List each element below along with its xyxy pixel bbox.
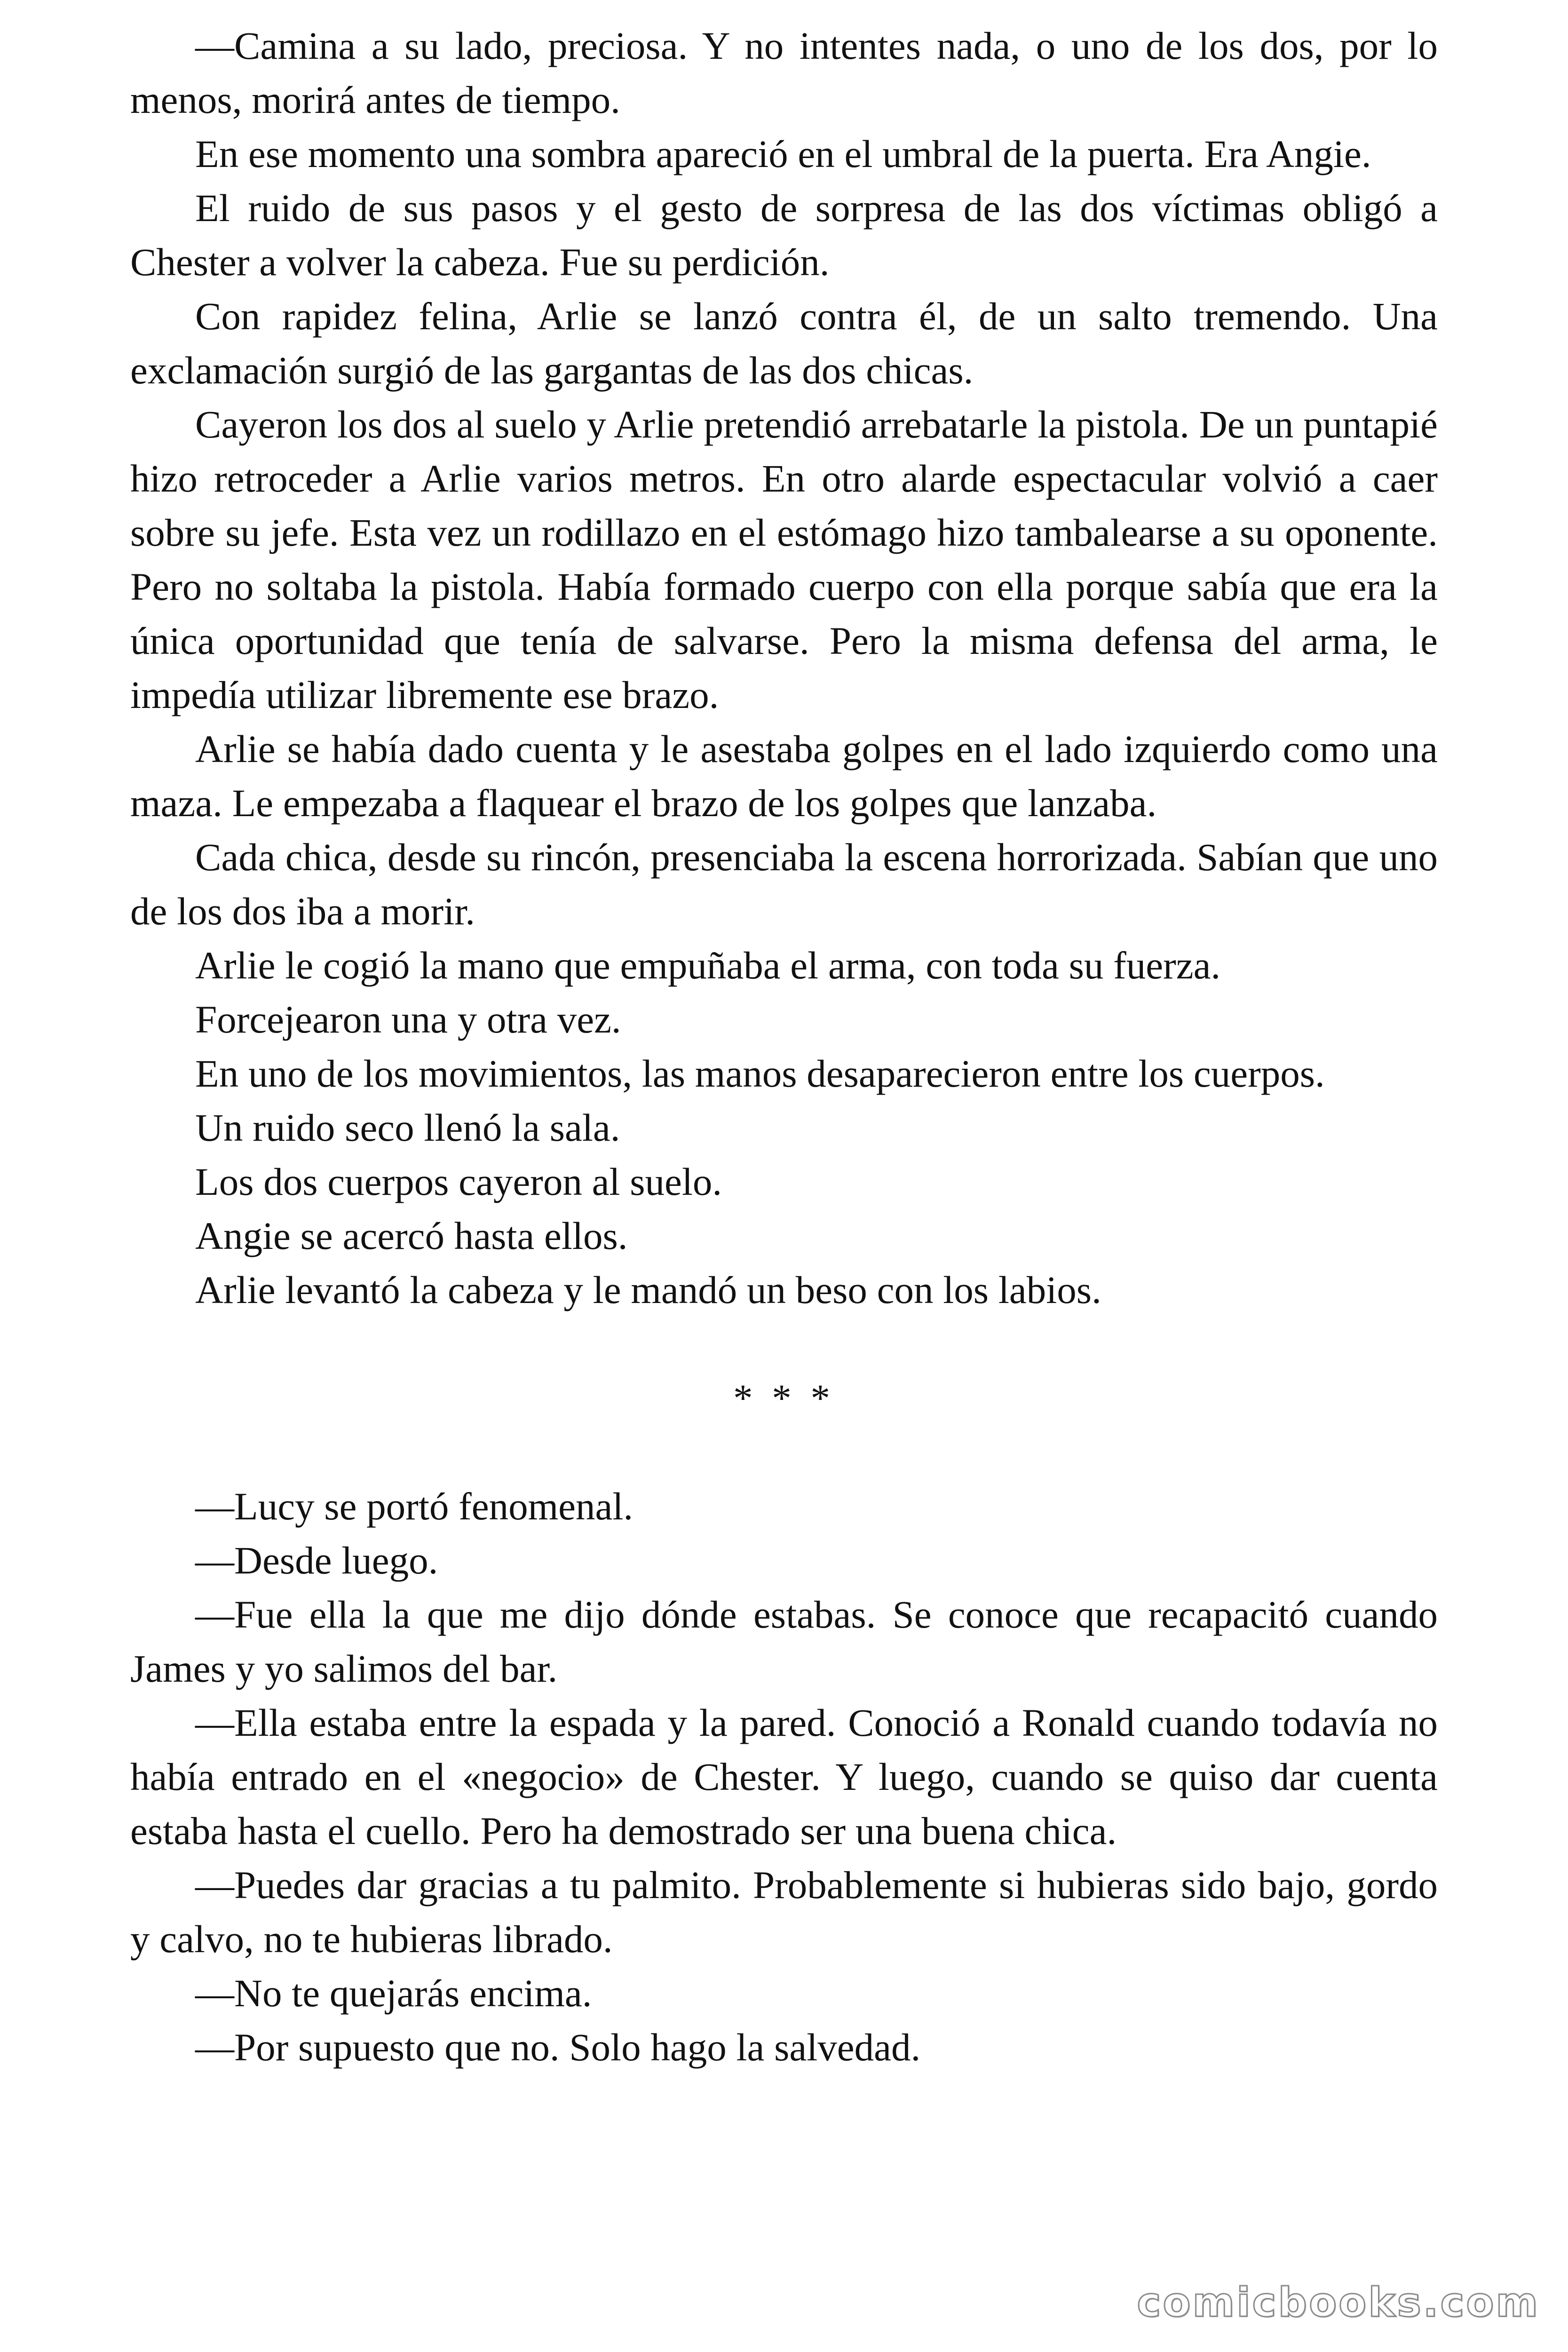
paragraph: Arlie le cogió la mano que empuñaba el arma, con toda su fuerza. [195, 944, 1221, 987]
scene-separator [130, 1371, 1438, 1479]
paragraph: Forcejearon una y otra vez. [195, 998, 621, 1041]
paragraph: Angie se acercó hasta ellos. [195, 1214, 628, 1257]
paragraph: Con rapidez felina, Arlie se lanzó contra él, de un salto tremendo. Una exclamación surgió de las gargantas de las dos chicas. [130, 294, 1438, 392]
paragraph: —Fue ella la que me dijo dónde estabas. Se conoce que recapacitó cuando James y yo salimos del bar. [130, 1593, 1438, 1690]
paragraph: Arlie levantó la cabeza y le mandó un beso con los labios. [195, 1268, 1101, 1311]
paragraph: El ruido de sus pasos y el gesto de sorpresa de las dos víctimas obligó a Chester a volver la cabeza. Fue su perdición. [130, 186, 1438, 284]
paragraph: —No te quejarás encima. [195, 1971, 592, 2015]
paragraph: —Desde luego. [195, 1539, 438, 1582]
separator-text: * * * [733, 1376, 835, 1420]
paragraph: En ese momento una sombra apareció en el umbral de la puerta. Era Angie. [195, 132, 1371, 175]
paragraph: Los dos cuerpos cayeron al suelo. [195, 1160, 722, 1203]
paragraph: Cada chica, desde su rincón, presenciaba la escena horrorizada. Sabían que uno de los dos iba a morir. [130, 835, 1438, 933]
paragraph: En uno de los movimientos, las manos desaparecieron entre los cuerpos. [195, 1052, 1325, 1095]
paragraph: Cayeron los dos al suelo y Arlie pretendió arrebatarle la pistola. De un puntapié hizo retroceder a Arlie varios metros. En otro alarde espectacular volvió a caer sobre su jefe. Esta vez un rodillazo en el estómago hizo tambalearse a su oponente. Pero no soltaba la pistola. Había formado cuerpo con ella porque sabía que era la única oportunidad que tenía de salvarse. Pero la misma defensa del arma, le impedía utilizar libremente ese brazo. [130, 403, 1438, 716]
paragraph: —Puedes dar gracias a tu palmito. Probablemente si hubieras sido bajo, gordo y calvo, no te hubieras librado. [130, 1863, 1438, 1961]
paragraph: —Por supuesto que no. Solo hago la salvedad. [195, 2026, 921, 2069]
text-column [130, 19, 1438, 2074]
paragraph: —Camina a su lado, preciosa. Y no intentes nada, o uno de los dos, por lo menos, morirá antes de tiempo. [130, 24, 1438, 121]
paragraph: Un ruido seco llenó la sala. [195, 1106, 620, 1149]
watermark-logo: comicbooks.com [1137, 2279, 1540, 2326]
paragraph: —Lucy se portó fenomenal. [195, 1485, 634, 1528]
paragraph: Arlie se había dado cuenta y le asestaba golpes en el lado izquierdo como una maza. Le empezaba a flaquear el brazo de los golpes que lanzaba. [130, 727, 1438, 825]
paragraph: —Ella estaba entre la espada y la pared. Conoció a Ronald cuando todavía no había entrado en el «negocio» de Chester. Y luego, cuando se quiso dar cuenta estaba hasta el cuello. Pero ha demostrado ser una buena chica. [130, 1701, 1438, 1852]
spacer [130, 1317, 1438, 1371]
